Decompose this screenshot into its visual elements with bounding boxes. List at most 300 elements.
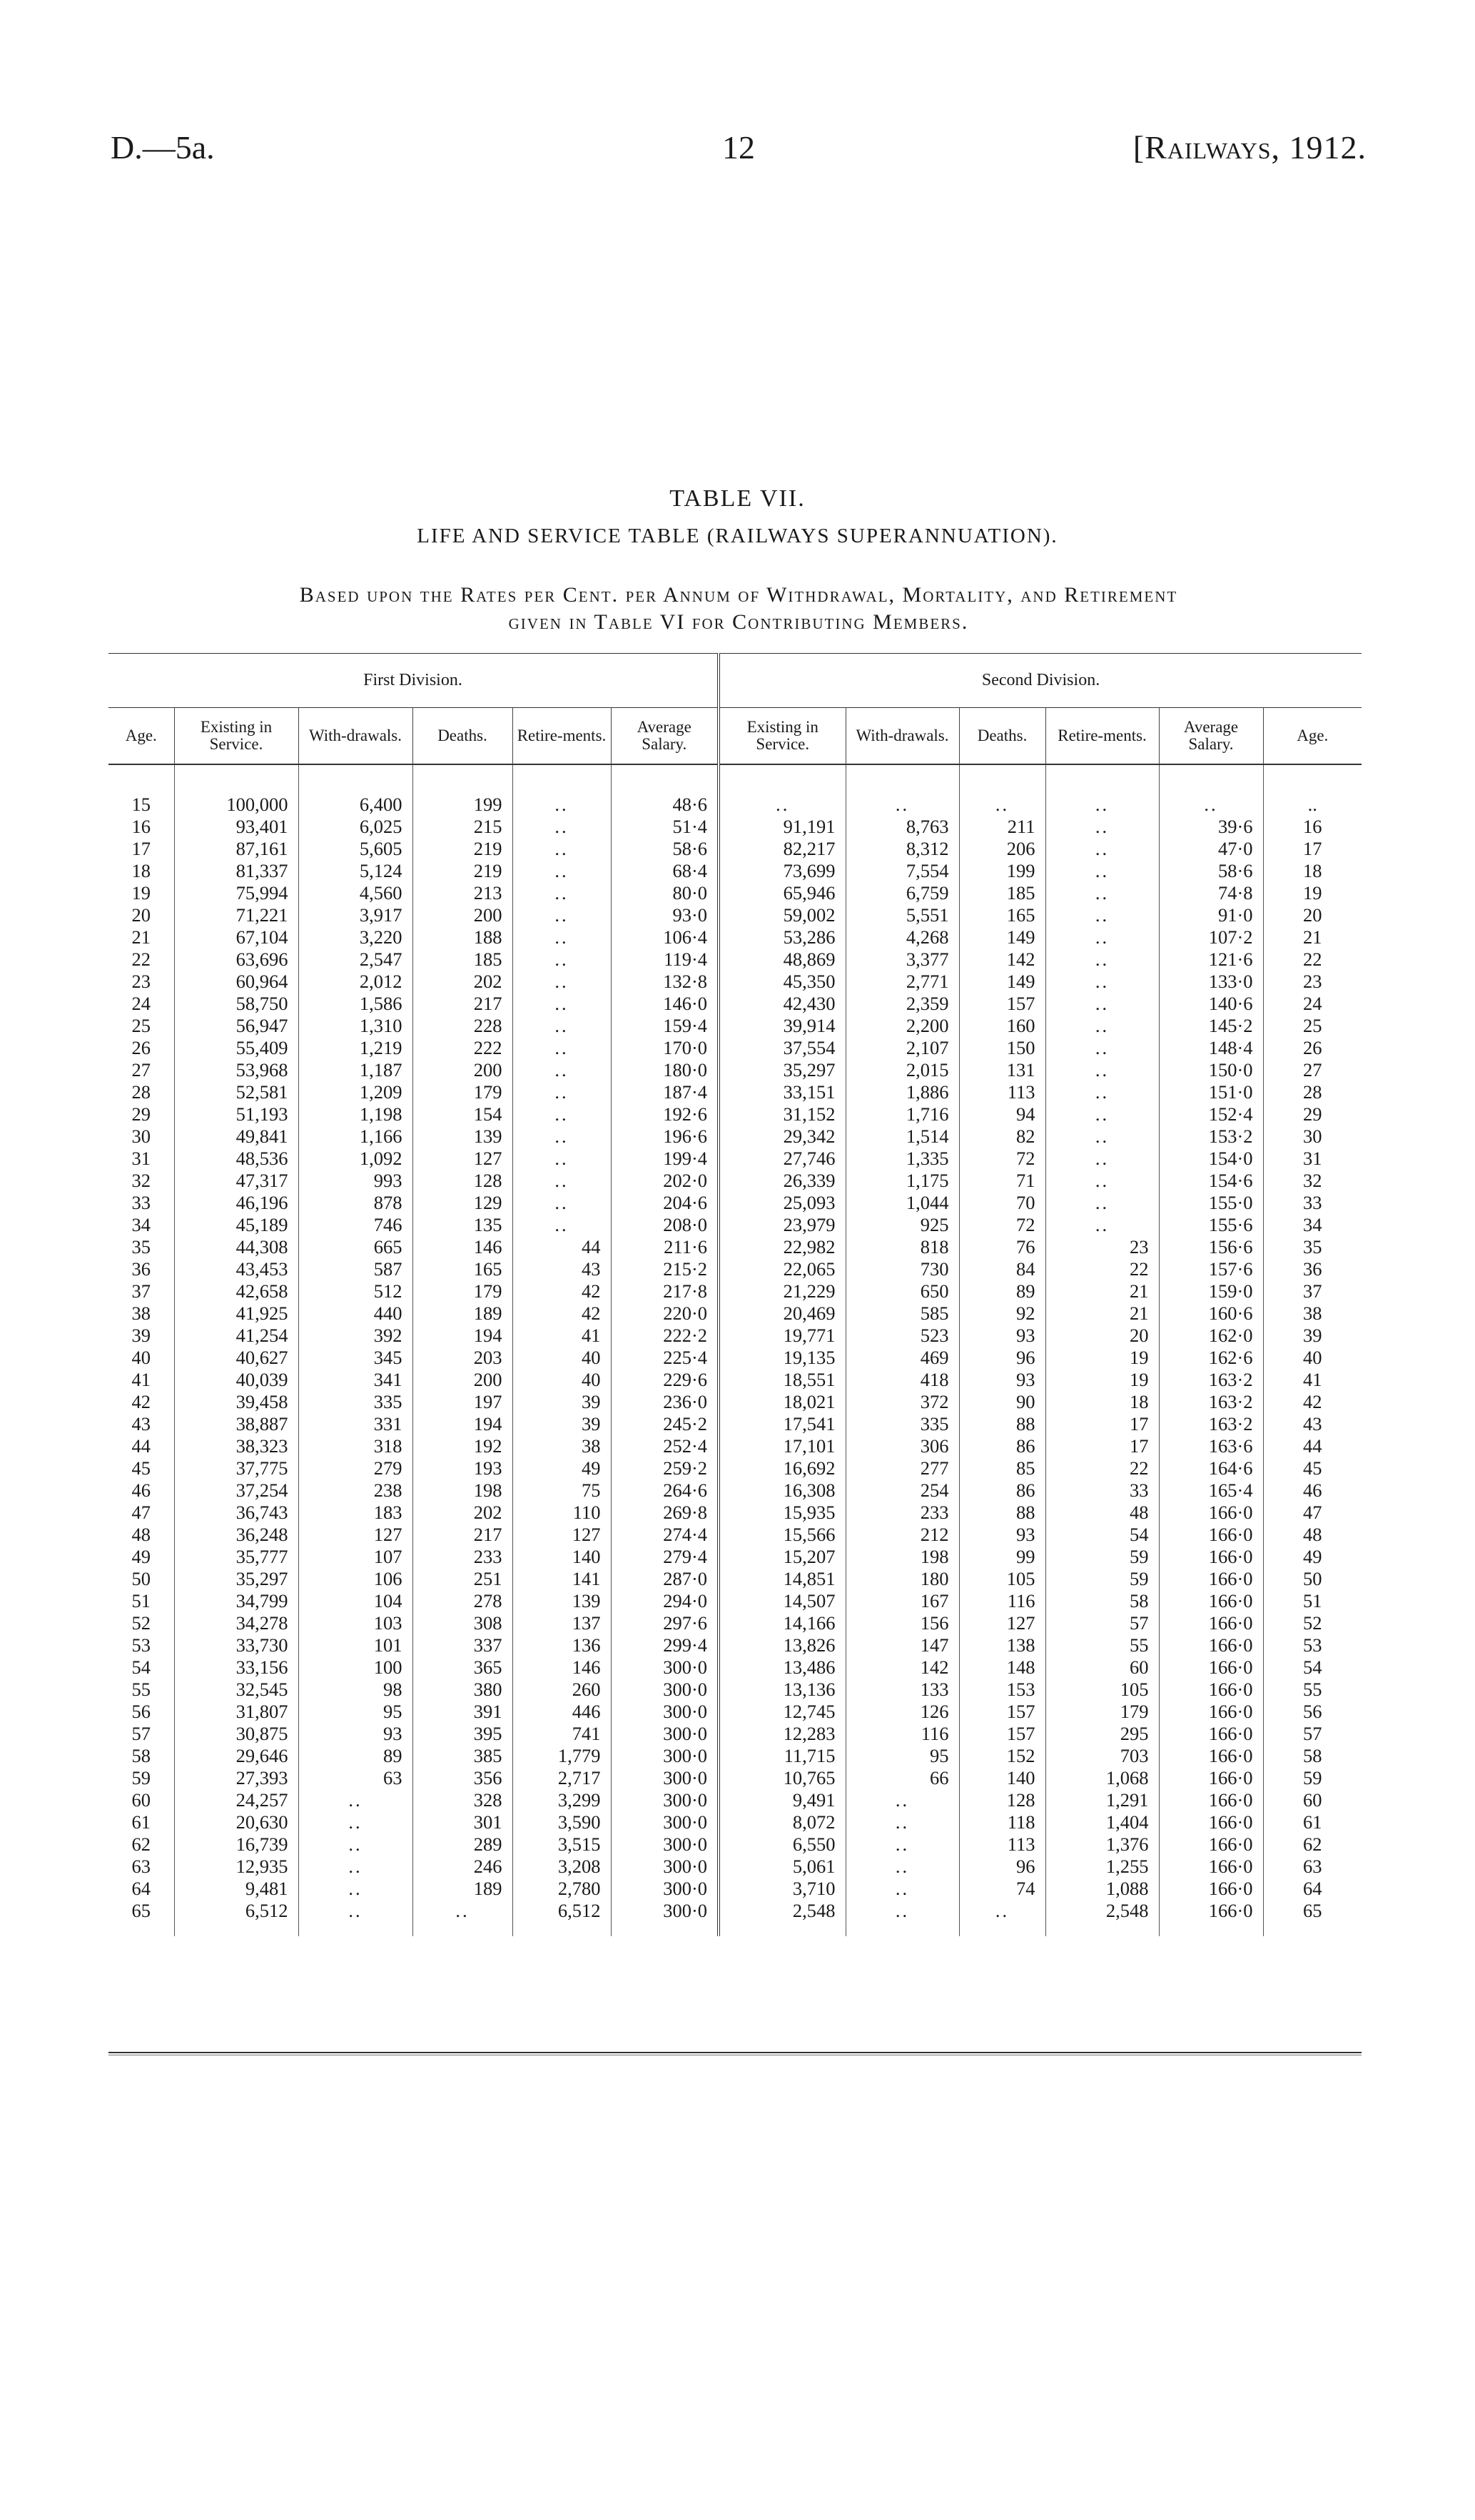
age-cell: 58 bbox=[131, 1745, 151, 1766]
second-salary-cell: 166·0 bbox=[1159, 1590, 1263, 1612]
first-existing-cell: 47,317 bbox=[174, 1170, 298, 1192]
second-salary-cell: 166·0 bbox=[1159, 1568, 1263, 1590]
second-salary-cell: 150·0 bbox=[1159, 1059, 1263, 1081]
second-retirements-cell: 1,404 bbox=[1045, 1811, 1159, 1833]
first-salary-cell: 279·4 bbox=[611, 1546, 719, 1568]
age-cell-right: 30 bbox=[1263, 1125, 1362, 1148]
table-row bbox=[108, 1148, 1362, 1170]
second-withdrawals-cell: 8,312 bbox=[846, 838, 959, 860]
second-withdrawals-cell: 2,015 bbox=[846, 1059, 959, 1081]
second-deaths-cell: 85 bbox=[959, 1457, 1045, 1479]
first-deaths-cell: 289 bbox=[412, 1833, 512, 1856]
age-cell: 26 bbox=[131, 1037, 151, 1058]
second-withdrawals-cell: 156 bbox=[846, 1612, 959, 1634]
second-existing-cell: 12,283 bbox=[719, 1723, 846, 1745]
second-existing-cell: 13,136 bbox=[719, 1679, 846, 1701]
second-retirements-cell: .. bbox=[1045, 882, 1159, 904]
second-withdrawals-cell: 2,107 bbox=[846, 1037, 959, 1059]
first-existing-cell: 49,841 bbox=[174, 1125, 298, 1148]
second-deaths-cell: 185 bbox=[959, 882, 1045, 904]
age-cell-right: 24 bbox=[1263, 993, 1362, 1015]
table-row bbox=[108, 1214, 1362, 1236]
age-cell: 49 bbox=[131, 1546, 151, 1567]
age-cell-right: 42 bbox=[1263, 1391, 1362, 1413]
first-retirements-cell: 42 bbox=[512, 1280, 611, 1302]
spacer-row bbox=[108, 764, 1362, 794]
second-withdrawals-cell: 650 bbox=[846, 1280, 959, 1302]
first-deaths-cell: 391 bbox=[412, 1701, 512, 1723]
second-retirements-cell: 19 bbox=[1045, 1369, 1159, 1391]
second-withdrawals-cell: 2,200 bbox=[846, 1015, 959, 1037]
second-deaths-cell: 165 bbox=[959, 904, 1045, 926]
first-deaths-cell: 215 bbox=[412, 816, 512, 838]
table-row bbox=[108, 1258, 1362, 1280]
second-existing-cell: 15,566 bbox=[719, 1524, 846, 1546]
second-salary-cell: 39·6 bbox=[1159, 816, 1263, 838]
first-withdrawals-cell: 335 bbox=[298, 1391, 412, 1413]
first-existing-cell: 36,248 bbox=[174, 1524, 298, 1546]
first-salary-cell: 300·0 bbox=[611, 1789, 719, 1811]
second-retirements-cell: 105 bbox=[1045, 1679, 1159, 1701]
first-salary-cell: 170·0 bbox=[611, 1037, 719, 1059]
second-salary-cell: 157·6 bbox=[1159, 1258, 1263, 1280]
first-salary-cell: 269·8 bbox=[611, 1502, 719, 1524]
first-retirements-cell: 3,515 bbox=[512, 1833, 611, 1856]
first-retirements-cell: .. bbox=[512, 794, 611, 816]
first-salary-cell: 274·4 bbox=[611, 1524, 719, 1546]
second-withdrawals-cell: 116 bbox=[846, 1723, 959, 1745]
age-cell-right: 43 bbox=[1263, 1413, 1362, 1435]
second-deaths-cell: 153 bbox=[959, 1679, 1045, 1701]
second-salary-cell: 151·0 bbox=[1159, 1081, 1263, 1103]
first-withdrawals-cell: 392 bbox=[298, 1325, 412, 1347]
second-withdrawals-cell: 180 bbox=[846, 1568, 959, 1590]
first-withdrawals-cell: 341 bbox=[298, 1369, 412, 1391]
first-existing-cell: 29,646 bbox=[174, 1745, 298, 1767]
second-salary-cell: 166·0 bbox=[1159, 1745, 1263, 1767]
first-salary-cell: 119·4 bbox=[611, 948, 719, 971]
first-withdrawals-cell: 2,547 bbox=[298, 948, 412, 971]
first-deaths-cell: 185 bbox=[412, 948, 512, 971]
first-deaths-cell: 202 bbox=[412, 1502, 512, 1524]
second-existing-cell: 21,229 bbox=[719, 1280, 846, 1302]
first-deaths-cell: .. bbox=[412, 1900, 512, 1936]
first-existing-cell: 40,039 bbox=[174, 1369, 298, 1391]
first-withdrawals-cell: 4,560 bbox=[298, 882, 412, 904]
second-deaths-cell: 99 bbox=[959, 1546, 1045, 1568]
second-deaths-cell: 93 bbox=[959, 1369, 1045, 1391]
second-deaths-cell: 90 bbox=[959, 1391, 1045, 1413]
first-retirements-cell: .. bbox=[512, 1125, 611, 1148]
first-retirements-cell: .. bbox=[512, 860, 611, 882]
age-cell-right: 34 bbox=[1263, 1214, 1362, 1236]
first-deaths-cell: 188 bbox=[412, 926, 512, 948]
age-cell: 36 bbox=[131, 1258, 151, 1280]
second-salary-cell: 153·2 bbox=[1159, 1125, 1263, 1148]
age-cell-right: 40 bbox=[1263, 1347, 1362, 1369]
first-salary-cell: 294·0 bbox=[611, 1590, 719, 1612]
first-retirements-cell: .. bbox=[512, 1148, 611, 1170]
age-cell: 50 bbox=[131, 1568, 151, 1589]
first-withdrawals-cell: 5,124 bbox=[298, 860, 412, 882]
first-existing-cell: 63,696 bbox=[174, 948, 298, 971]
first-retirements-cell: 146 bbox=[512, 1656, 611, 1679]
first-deaths-cell: 222 bbox=[412, 1037, 512, 1059]
first-withdrawals-cell: 93 bbox=[298, 1723, 412, 1745]
age-cell-right: 56 bbox=[1263, 1701, 1362, 1723]
first-deaths-cell: 198 bbox=[412, 1479, 512, 1502]
second-withdrawals-cell: .. bbox=[846, 1833, 959, 1856]
first-retirements-cell: 42 bbox=[512, 1302, 611, 1325]
second-deaths-cell: 150 bbox=[959, 1037, 1045, 1059]
second-deaths-cell: .. bbox=[959, 794, 1045, 816]
age-cell-right: 59 bbox=[1263, 1767, 1362, 1789]
second-salary-cell: 145·2 bbox=[1159, 1015, 1263, 1037]
second-withdrawals-cell: 585 bbox=[846, 1302, 959, 1325]
first-salary-cell: 192·6 bbox=[611, 1103, 719, 1125]
second-deaths-cell: 118 bbox=[959, 1811, 1045, 1833]
second-retirements-cell: 19 bbox=[1045, 1347, 1159, 1369]
second-deaths-cell: 74 bbox=[959, 1878, 1045, 1900]
second-existing-cell: 14,851 bbox=[719, 1568, 846, 1590]
second-withdrawals-cell: 5,551 bbox=[846, 904, 959, 926]
second-withdrawals-cell: .. bbox=[846, 1789, 959, 1811]
second-withdrawals-cell: 730 bbox=[846, 1258, 959, 1280]
first-retirements-cell: .. bbox=[512, 971, 611, 993]
age-cell-right: 63 bbox=[1263, 1856, 1362, 1878]
first-withdrawals-cell: 104 bbox=[298, 1590, 412, 1612]
first-withdrawals-cell: 3,917 bbox=[298, 904, 412, 926]
table-row bbox=[108, 1568, 1362, 1590]
second-salary-cell: 166·0 bbox=[1159, 1811, 1263, 1833]
first-withdrawals-cell: 101 bbox=[298, 1634, 412, 1656]
first-deaths-cell: 217 bbox=[412, 1524, 512, 1546]
second-retirements-cell: .. bbox=[1045, 1103, 1159, 1125]
age-cell: 33 bbox=[131, 1192, 151, 1213]
age-cell-right: 16 bbox=[1263, 816, 1362, 838]
age-cell-right: 23 bbox=[1263, 971, 1362, 993]
first-withdrawals-cell: 238 bbox=[298, 1479, 412, 1502]
second-salary-cell: 166·0 bbox=[1159, 1900, 1263, 1936]
first-existing-cell: 93,401 bbox=[174, 816, 298, 838]
first-existing-cell: 71,221 bbox=[174, 904, 298, 926]
table-row bbox=[108, 1723, 1362, 1745]
first-retirements-cell: .. bbox=[512, 926, 611, 948]
table-row bbox=[108, 1656, 1362, 1679]
first-existing-cell: 35,297 bbox=[174, 1568, 298, 1590]
first-existing-cell: 35,777 bbox=[174, 1546, 298, 1568]
age-cell: 63 bbox=[131, 1856, 151, 1877]
first-existing-cell: 51,193 bbox=[174, 1103, 298, 1125]
first-withdrawals-cell: 331 bbox=[298, 1413, 412, 1435]
second-salary-cell: 163·2 bbox=[1159, 1369, 1263, 1391]
second-salary-cell: 160·6 bbox=[1159, 1302, 1263, 1325]
column-header-row bbox=[108, 708, 1362, 765]
second-existing-cell: 25,093 bbox=[719, 1192, 846, 1214]
second-deaths-cell: 113 bbox=[959, 1081, 1045, 1103]
first-salary-cell: 146·0 bbox=[611, 993, 719, 1015]
first-existing-cell: 46,196 bbox=[174, 1192, 298, 1214]
first-withdrawals-cell: .. bbox=[298, 1878, 412, 1900]
first-existing-cell: 55,409 bbox=[174, 1037, 298, 1059]
first-deaths-cell: 146 bbox=[412, 1236, 512, 1258]
first-retirements-cell: 110 bbox=[512, 1502, 611, 1524]
first-existing-cell: 12,935 bbox=[174, 1856, 298, 1878]
age-cell: 19 bbox=[131, 882, 151, 904]
first-existing-cell: 39,458 bbox=[174, 1391, 298, 1413]
age-cell-right: 36 bbox=[1263, 1258, 1362, 1280]
age-cell: 47 bbox=[131, 1502, 151, 1523]
age-cell: 24 bbox=[131, 993, 151, 1014]
table-row bbox=[108, 1701, 1362, 1723]
second-existing-cell: 19,771 bbox=[719, 1325, 846, 1347]
second-salary-cell: 166·0 bbox=[1159, 1524, 1263, 1546]
second-deaths-cell: 82 bbox=[959, 1125, 1045, 1148]
first-withdrawals-cell: 746 bbox=[298, 1214, 412, 1236]
second-salary-cell: 166·0 bbox=[1159, 1612, 1263, 1634]
first-existing-cell: 27,393 bbox=[174, 1767, 298, 1789]
age-cell: 42 bbox=[131, 1391, 151, 1412]
second-existing-cell: 6,550 bbox=[719, 1833, 846, 1856]
second-retirements-cell: 2,548 bbox=[1045, 1900, 1159, 1936]
second-existing-cell: 5,061 bbox=[719, 1856, 846, 1878]
second-salary-cell: 140·6 bbox=[1159, 993, 1263, 1015]
table-row bbox=[108, 1457, 1362, 1479]
second-retirements-cell: 59 bbox=[1045, 1568, 1159, 1590]
first-existing-cell: 48,536 bbox=[174, 1148, 298, 1170]
age-cell: 59 bbox=[131, 1767, 151, 1788]
table-row bbox=[108, 904, 1362, 926]
first-deaths-cell: 308 bbox=[412, 1612, 512, 1634]
first-withdrawals-cell: 665 bbox=[298, 1236, 412, 1258]
second-deaths-cell: 148 bbox=[959, 1656, 1045, 1679]
first-division-header: First Division. bbox=[108, 654, 719, 708]
first-salary-cell: 159·4 bbox=[611, 1015, 719, 1037]
age-cell-right: 47 bbox=[1263, 1502, 1362, 1524]
age-cell-right: 41 bbox=[1263, 1369, 1362, 1391]
age-cell: 28 bbox=[131, 1081, 151, 1103]
table-row bbox=[108, 1081, 1362, 1103]
first-retirements-cell: 2,780 bbox=[512, 1878, 611, 1900]
first-existing-cell: 20,630 bbox=[174, 1811, 298, 1833]
table-title: TABLE VII. bbox=[669, 485, 806, 512]
second-existing-cell: 45,350 bbox=[719, 971, 846, 993]
age-cell: 27 bbox=[131, 1059, 151, 1081]
table-row bbox=[108, 1590, 1362, 1612]
first-retirements-cell: 49 bbox=[512, 1457, 611, 1479]
first-existing-cell: 44,308 bbox=[174, 1236, 298, 1258]
first-existing-cell: 41,254 bbox=[174, 1325, 298, 1347]
first-withdrawals-cell: 5,605 bbox=[298, 838, 412, 860]
second-retirements-cell: 33 bbox=[1045, 1479, 1159, 1502]
age-cell: 29 bbox=[131, 1103, 151, 1125]
second-deaths-cell: 96 bbox=[959, 1856, 1045, 1878]
second-existing-cell: 12,745 bbox=[719, 1701, 846, 1723]
first-retirements-cell: 40 bbox=[512, 1369, 611, 1391]
second-deaths-cell: 89 bbox=[959, 1280, 1045, 1302]
second-existing-cell: 13,486 bbox=[719, 1656, 846, 1679]
first-deaths-cell: 179 bbox=[412, 1081, 512, 1103]
first-retirements-cell: 75 bbox=[512, 1479, 611, 1502]
second-existing-cell: 33,151 bbox=[719, 1081, 846, 1103]
first-deaths-cell: 328 bbox=[412, 1789, 512, 1811]
second-retirements-cell: .. bbox=[1045, 860, 1159, 882]
second-existing-cell: 16,308 bbox=[719, 1479, 846, 1502]
first-withdrawals-cell: 100 bbox=[298, 1656, 412, 1679]
second-existing-cell: 31,152 bbox=[719, 1103, 846, 1125]
first-retirements-cell: 43 bbox=[512, 1258, 611, 1280]
first-existing-cell: 81,337 bbox=[174, 860, 298, 882]
first-existing-cell: 67,104 bbox=[174, 926, 298, 948]
first-salary-cell: 299·4 bbox=[611, 1634, 719, 1656]
second-existing-cell: 29,342 bbox=[719, 1125, 846, 1148]
first-retirements-cell: 38 bbox=[512, 1435, 611, 1457]
second-salary-cell: 163·6 bbox=[1159, 1435, 1263, 1457]
first-retirements-cell: 39 bbox=[512, 1391, 611, 1413]
first-deaths-cell: 233 bbox=[412, 1546, 512, 1568]
first-withdrawals-cell: 1,092 bbox=[298, 1148, 412, 1170]
table-row bbox=[108, 1192, 1362, 1214]
age-cell: 60 bbox=[131, 1789, 151, 1811]
first-retirements-cell: 3,590 bbox=[512, 1811, 611, 1833]
first-salary-cell: 220·0 bbox=[611, 1302, 719, 1325]
age-cell: 31 bbox=[131, 1148, 151, 1169]
first-salary-cell: 217·8 bbox=[611, 1280, 719, 1302]
second-withdrawals-cell: .. bbox=[846, 1878, 959, 1900]
second-withdrawals-cell: 66 bbox=[846, 1767, 959, 1789]
second-existing-cell: 37,554 bbox=[719, 1037, 846, 1059]
first-withdrawals-cell: 98 bbox=[298, 1679, 412, 1701]
age-cell-right: 55 bbox=[1263, 1679, 1362, 1701]
age-cell: 21 bbox=[131, 926, 151, 948]
first-withdrawals-cell: .. bbox=[298, 1833, 412, 1856]
age-cell-right: 57 bbox=[1263, 1723, 1362, 1745]
second-retirements-cell: 703 bbox=[1045, 1745, 1159, 1767]
first-deaths-cell: 192 bbox=[412, 1435, 512, 1457]
age-cell-right: 58 bbox=[1263, 1745, 1362, 1767]
age-cell-right: 33 bbox=[1263, 1192, 1362, 1214]
table-body bbox=[108, 764, 1362, 1936]
first-existing-cell: 34,278 bbox=[174, 1612, 298, 1634]
age-cell-right: 50 bbox=[1263, 1568, 1362, 1590]
first-withdrawals-cell: .. bbox=[298, 1856, 412, 1878]
second-retirements-cell: 179 bbox=[1045, 1701, 1159, 1723]
table-row bbox=[108, 1391, 1362, 1413]
second-retirements-cell: .. bbox=[1045, 1059, 1159, 1081]
table-row bbox=[108, 926, 1362, 948]
age-cell-right: 65 bbox=[1263, 1900, 1362, 1936]
first-withdrawals-cell: 183 bbox=[298, 1502, 412, 1524]
second-existing-cell: 14,507 bbox=[719, 1590, 846, 1612]
second-withdrawals-cell: 335 bbox=[846, 1413, 959, 1435]
first-deaths-cell: 127 bbox=[412, 1148, 512, 1170]
table-row bbox=[108, 1302, 1362, 1325]
first-deaths-cell: 193 bbox=[412, 1457, 512, 1479]
first-existing-cell: 37,254 bbox=[174, 1479, 298, 1502]
table-row bbox=[108, 882, 1362, 904]
second-existing-cell: 14,166 bbox=[719, 1612, 846, 1634]
second-existing-cell: 22,982 bbox=[719, 1236, 846, 1258]
table-row bbox=[108, 1811, 1362, 1833]
second-retirements-cell: 58 bbox=[1045, 1590, 1159, 1612]
second-salary-cell: 166·0 bbox=[1159, 1546, 1263, 1568]
first-retirements-cell: .. bbox=[512, 838, 611, 860]
first-withdrawals-cell: 1,310 bbox=[298, 1015, 412, 1037]
table-row bbox=[108, 971, 1362, 993]
second-withdrawals-cell: 133 bbox=[846, 1679, 959, 1701]
second-existing-cell: 53,286 bbox=[719, 926, 846, 948]
second-withdrawals-cell: 1,044 bbox=[846, 1192, 959, 1214]
second-retirements-cell: .. bbox=[1045, 1015, 1159, 1037]
second-salary-cell: 58·6 bbox=[1159, 860, 1263, 882]
second-withdrawals-cell: 1,335 bbox=[846, 1148, 959, 1170]
second-deaths-cell: 157 bbox=[959, 993, 1045, 1015]
first-salary-cell: 300·0 bbox=[611, 1723, 719, 1745]
first-salary-cell: 287·0 bbox=[611, 1568, 719, 1590]
first-salary-cell: 132·8 bbox=[611, 971, 719, 993]
first-salary-cell: 106·4 bbox=[611, 926, 719, 948]
first-withdrawals-cell: 106 bbox=[298, 1568, 412, 1590]
col-existing: Existing in Service. bbox=[174, 708, 298, 765]
first-deaths-cell: 194 bbox=[412, 1325, 512, 1347]
first-retirements-cell: 260 bbox=[512, 1679, 611, 1701]
table-row bbox=[108, 1679, 1362, 1701]
first-existing-cell: 33,730 bbox=[174, 1634, 298, 1656]
second-existing-cell: 15,935 bbox=[719, 1502, 846, 1524]
first-deaths-cell: 246 bbox=[412, 1856, 512, 1878]
second-deaths-cell: 96 bbox=[959, 1347, 1045, 1369]
second-existing-cell: 17,101 bbox=[719, 1435, 846, 1457]
second-withdrawals-cell: 925 bbox=[846, 1214, 959, 1236]
second-retirements-cell: 23 bbox=[1045, 1236, 1159, 1258]
second-deaths-cell: 86 bbox=[959, 1479, 1045, 1502]
first-existing-cell: 32,545 bbox=[174, 1679, 298, 1701]
first-salary-cell: 259·2 bbox=[611, 1457, 719, 1479]
second-salary-cell: 166·0 bbox=[1159, 1789, 1263, 1811]
page-header bbox=[111, 128, 1367, 178]
second-deaths-cell: 140 bbox=[959, 1767, 1045, 1789]
second-salary-cell: 166·0 bbox=[1159, 1679, 1263, 1701]
second-existing-cell: 11,715 bbox=[719, 1745, 846, 1767]
age-cell: 43 bbox=[131, 1413, 151, 1434]
first-salary-cell: 300·0 bbox=[611, 1900, 719, 1936]
second-withdrawals-cell: 2,359 bbox=[846, 993, 959, 1015]
second-existing-cell: 42,430 bbox=[719, 993, 846, 1015]
col-deaths: Deaths. bbox=[412, 708, 512, 765]
first-salary-cell: 51·4 bbox=[611, 816, 719, 838]
second-deaths-cell: 76 bbox=[959, 1236, 1045, 1258]
age-cell: 61 bbox=[131, 1811, 151, 1833]
table-row bbox=[108, 1280, 1362, 1302]
age-cell: 57 bbox=[131, 1723, 151, 1744]
second-retirements-cell: 1,088 bbox=[1045, 1878, 1159, 1900]
second-salary-cell: 166·0 bbox=[1159, 1656, 1263, 1679]
second-withdrawals-cell: 1,514 bbox=[846, 1125, 959, 1148]
first-existing-cell: 75,994 bbox=[174, 882, 298, 904]
age-cell-right: 19 bbox=[1263, 882, 1362, 904]
second-withdrawals-cell: 6,759 bbox=[846, 882, 959, 904]
first-retirements-cell: .. bbox=[512, 816, 611, 838]
second-deaths-cell: 157 bbox=[959, 1723, 1045, 1745]
col-salary: Average Salary. bbox=[611, 708, 719, 765]
second-salary-cell: 162·6 bbox=[1159, 1347, 1263, 1369]
second-salary-cell: 47·0 bbox=[1159, 838, 1263, 860]
second-existing-cell: 13,826 bbox=[719, 1634, 846, 1656]
second-salary-cell: 166·0 bbox=[1159, 1502, 1263, 1524]
second-existing-cell: 17,541 bbox=[719, 1413, 846, 1435]
second-salary-cell: 155·6 bbox=[1159, 1214, 1263, 1236]
first-deaths-cell: 301 bbox=[412, 1811, 512, 1833]
